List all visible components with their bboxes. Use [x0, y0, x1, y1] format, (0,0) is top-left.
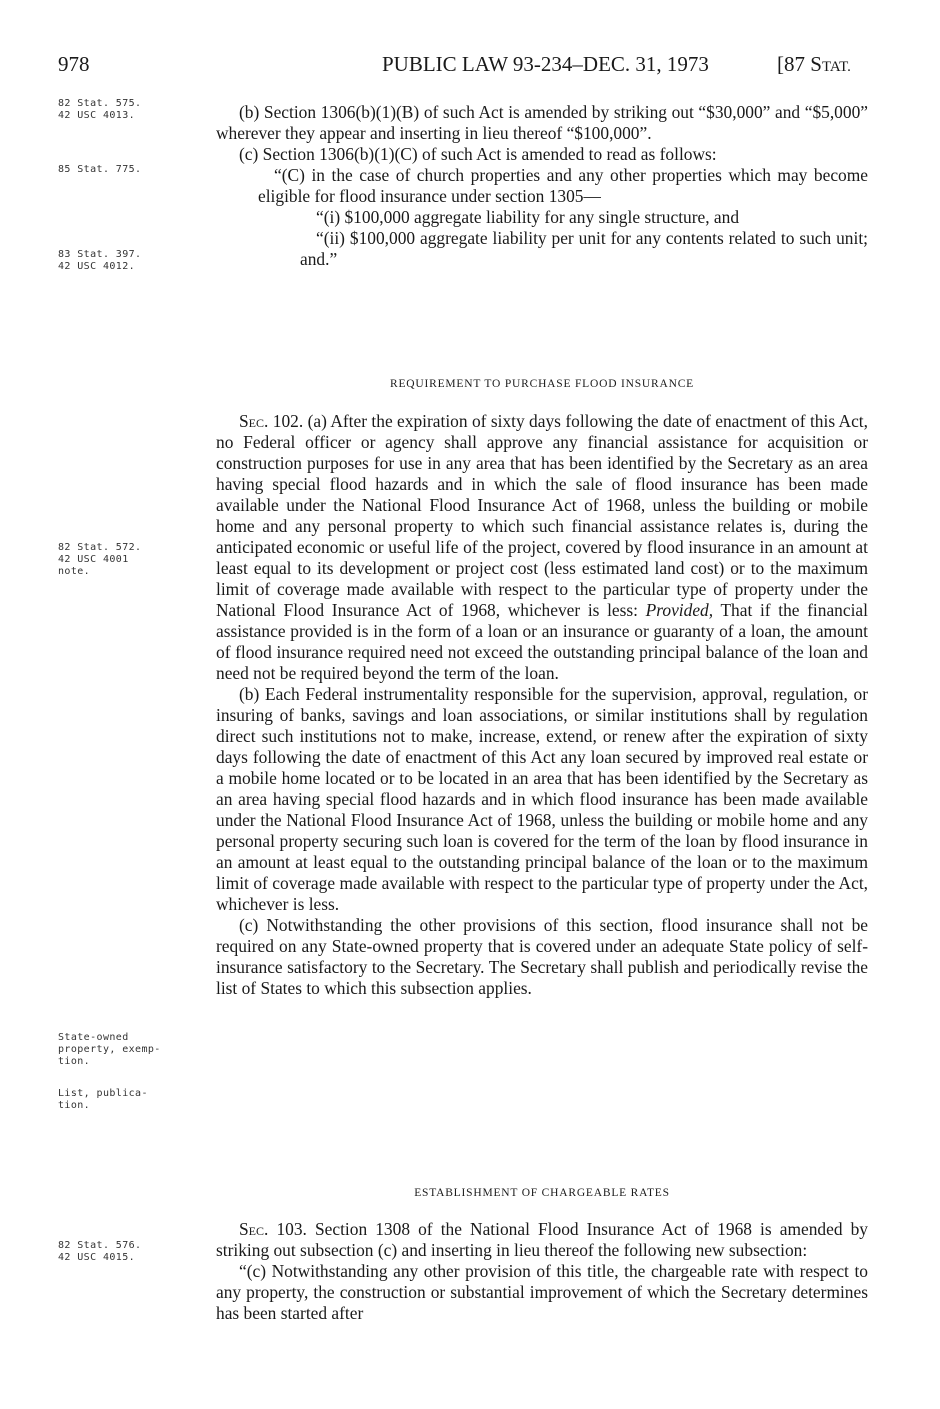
section-102 [216, 411, 868, 999]
section-heading: ESTABLISHMENT OF CHARGEABLE RATES [414, 1187, 670, 1199]
section-103 [216, 1219, 868, 1324]
margin-note: 85 Stat. 775. [58, 164, 142, 175]
section-label: Sec. 103. [239, 1219, 307, 1239]
quoted-subsection-c: “(c) Notwithstanding any other provision of this title, the chargeable rate with respect to any property, the construction or substantial improvement of which the Secretary determines has been started after [216, 1261, 868, 1323]
section-text: Sec. 103. Section 1308 of the National Flood Insurance Act of 1968 is amended by striking out subsection (c) and inserting in lieu thereof the following new subsection: [216, 1219, 868, 1260]
margin-note: 82 Stat. 576. 42 USC 4015. [58, 1240, 142, 1263]
statute-volume-suffix: TAT. [821, 59, 851, 75]
margin-note: List, publica- tion. [58, 1088, 148, 1111]
margin-note: 82 Stat. 572. 42 USC 4001 note. [58, 542, 142, 577]
section-heading: REQUIREMENT TO PURCHASE FLOOD INSURANCE [389, 378, 695, 390]
margin-note: State-owned property, exemp- tion. [58, 1032, 161, 1067]
paragraph-c: (c) Section 1306(b)(1)(C) of such Act is amended to read as follows: [239, 144, 717, 164]
provided-term: Provided, [645, 600, 714, 620]
running-title: PUBLIC LAW 93-234–DEC. 31, 1973 [382, 52, 709, 76]
clause-ii: “(ii) $100,000 aggregate liability per unit for any contents related to such unit; and.” [300, 228, 868, 269]
paragraph-c: (c) Notwithstanding the other provisions of this section, flood insurance shall not be required on any State-owned property that is covered under an adequate State policy of self-insurance satisfactory to the Secretary. The Secretary shall publish and periodically revise the list of States to which this subsection applies. [216, 915, 868, 998]
page-number: 978 [58, 52, 90, 76]
margin-note: 82 Stat. 575. 42 USC 4013. [58, 98, 142, 121]
amendment-block [216, 102, 868, 270]
clause-i: “(i) $100,000 aggregate liability for any single structure, and [316, 207, 740, 227]
paragraph-b: (b) Section 1306(b)(1)(B) of such Act is amended by striking out “$30,000” and “$5,000” wherever they appear and inserting in lieu thereof “$100,000”. [216, 102, 868, 143]
paragraph-a: Sec. 102. (a) After the expiration of sixty days following the date of enactment of this Act, no Federal officer or agency shall approve any financial assistance for acquisition or construction purposes for use in any area that has been identified by the Secretary as an area having special flood hazards and in which the sale of flood insurance has been made available under the National Flood Insurance Act of 1968, unless the building or mobile home and any personal property to which such financial assistance relates is, during the anticipated economic or useful life of the project, covered by flood insurance in an amount at least equal to its development or project cost (less estimated land cost) or to the maximum limit of coverage made available with respect to the particular type of property under the National Flood Insurance Act of 1968, whichever is less: Provided, That if the financial assistance provided is in the form of a loan or an insurance or guaranty of a loan, the amount of flood insurance required need not exceed the outstanding principal balance of the loan and need not be required beyond the term of the loan. [216, 411, 868, 683]
margin-note: 83 Stat. 397. 42 USC 4012. [58, 249, 142, 272]
quoted-subparagraph-c: “(C) in the case of church properties and any other properties which may become eligible for flood insurance under section 1305— [258, 165, 868, 206]
statute-volume [777, 52, 851, 79]
section-label: Sec. 102. [239, 411, 304, 431]
statute-volume-prefix: [87 S [777, 52, 822, 76]
paragraph-b: (b) Each Federal instrumentality responsible for the supervision, approval, regulation, or insuring of banks, savings and loan associations, or similar institutions shall by regulation direct such institutions not to make, increase, extend, or renew after the expiration of sixty days following the date of enactment of this Act any loan secured by improved real estate or a mobile home located or to be located in an area that has been identified by the Secretary as an area having special flood hazards and in which flood insurance has been made available under the National Flood Insurance Act of 1968, unless the building or mobile home and any personal property securing such loan is covered for the term of the loan by flood insurance in an amount at least equal to the outstanding principal balance of the loan or to the maximum limit of coverage made available with respect to the particular type of property under the Act, whichever is less. [216, 684, 868, 914]
